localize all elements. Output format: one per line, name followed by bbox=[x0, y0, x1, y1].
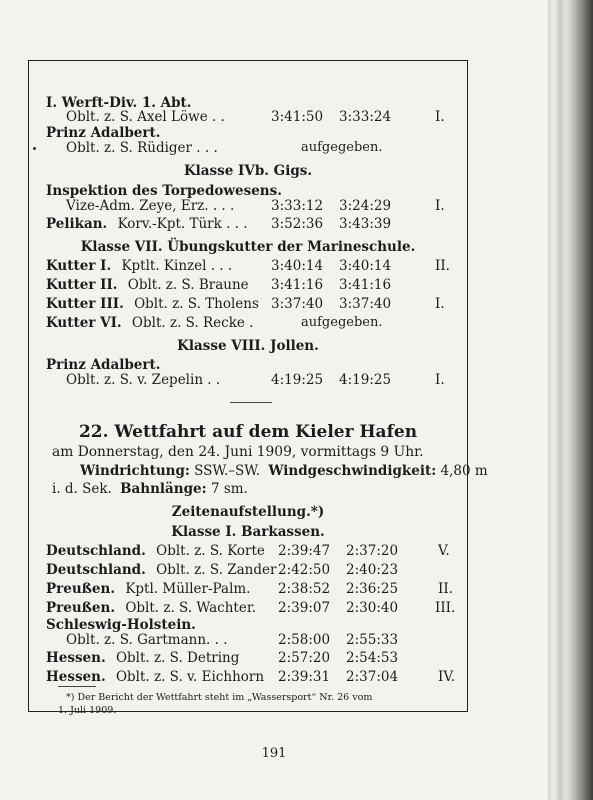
race-title: 22. Wettfahrt auf dem Kieler Hafen bbox=[78, 422, 418, 442]
result-row: Kutter I. Kptlt. Kinzel . . . 3:40:14 3:40:14 II. bbox=[46, 258, 450, 274]
result-row: Hessen. Oblt. z. S. v. Eichhorn 2:39:31 2:37:04 IV. bbox=[46, 669, 456, 685]
times-heading: Zeitenaufstellung.*) bbox=[171, 504, 325, 520]
result-row: Vize-Adm. Zeye, Erz. . . . 3:33:12 3:24:29 I. bbox=[66, 198, 445, 214]
footnote-line: *) Der Bericht der Wettfahrt steht im „Wassersport“ Nr. 26 vom bbox=[66, 692, 373, 703]
result-row: Preußen. Oblt. z. S. Wachter. 2:39:07 2:30:40 III. bbox=[46, 600, 456, 616]
result-row: Oblt. z. S. Gartmann. . . 2:58:00 2:55:33 bbox=[66, 632, 399, 648]
class-heading: Klasse VIII. Jollen. bbox=[177, 338, 319, 354]
result-row: Pelikan. Korv.-Kpt. Türk . . . 3:52:36 3:43:39 bbox=[46, 216, 392, 232]
footnote-line: 1. Juli 1909. bbox=[58, 705, 117, 716]
result-row: Schleswig-Holstein. bbox=[46, 617, 196, 633]
result-row: Deutschland. Oblt. z. S. Korte 2:39:47 2:37:20 V. bbox=[46, 543, 450, 559]
course-line: i. d. Sek. Bahnlänge: 7 sm. bbox=[52, 481, 248, 497]
result-row: Preußen. Kptl. Müller-Palm. 2:38:52 2:36:25 II. bbox=[46, 581, 453, 597]
result-row: Kutter III. Oblt. z. S. Tholens 3:37:40 3:37:40 I. bbox=[46, 296, 445, 312]
ink-mark bbox=[33, 147, 36, 150]
race-date: am Donnerstag, den 24. Juni 1909, vormittags 9 Uhr. bbox=[52, 444, 424, 460]
page-number: 191 bbox=[261, 746, 287, 761]
result-row: Inspektion des Torpedowesens. bbox=[46, 183, 282, 199]
book-page-edges bbox=[548, 0, 593, 800]
result-row: Oblt. z. S. Rüdiger . . . aufgegeben. bbox=[66, 140, 383, 156]
result-row: Prinz Adalbert. bbox=[46, 125, 161, 141]
result-row: Oblt. z. S. v. Zepelin . . 4:19:25 4:19:25 I. bbox=[66, 372, 445, 388]
wind-line: Windrichtung: SSW.–SW. Windgeschwindigkeit: 4,80 m bbox=[80, 463, 488, 479]
result-row: Kutter II. Oblt. z. S. Braune 3:41:16 3:41:16 bbox=[46, 277, 392, 293]
footnote-divider bbox=[58, 686, 96, 687]
result-row: Prinz Adalbert. bbox=[46, 357, 161, 373]
class-heading: Klasse I. Barkassen. bbox=[171, 524, 325, 540]
result-row: Deutschland. Oblt. z. S. Zander 2:42:50 2:40:23 bbox=[46, 562, 399, 578]
result-row: Oblt. z. S. Axel Löwe . . 3:41:50 3:33:24 I. bbox=[66, 109, 445, 125]
result-row: Kutter VI. Oblt. z. S. Recke . aufgegeben. bbox=[46, 315, 383, 331]
class-heading: Klasse IVb. Gigs. bbox=[183, 163, 313, 179]
class-heading: Klasse VII. Übungskutter der Marineschule. bbox=[80, 239, 416, 255]
result-row: Hessen. Oblt. z. S. Detring 2:57:20 2:54:53 bbox=[46, 650, 399, 666]
result-row: I. Werft-Div. 1. Abt. bbox=[46, 95, 192, 111]
section-divider bbox=[230, 402, 272, 403]
